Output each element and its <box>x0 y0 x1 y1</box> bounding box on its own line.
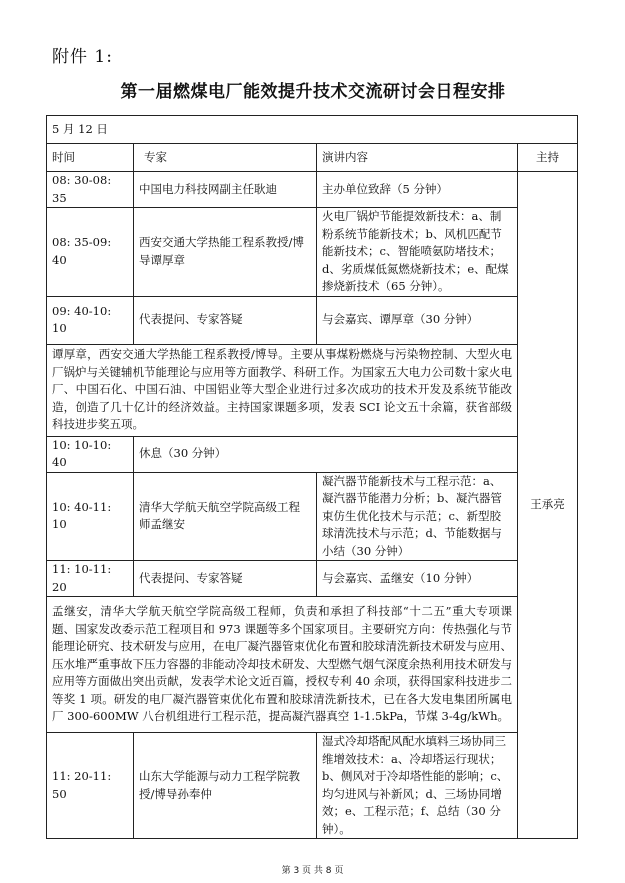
break-cell: 休息（30 分钟） <box>134 436 518 472</box>
expert-bio: 谭厚章，西安交通大学热能工程系教授/博导。主要从事煤粉燃烧与污染物控制、大型火电厂锅炉与关键辅机节能理论与应用等方面教学、科研工作。为国家五大电力公司数十家火电厂、中国石化、中国石油、中国铝业等大型企业进行过多次成功的技术开发及系统节能改造，创造了几十亿计的经济效益。主持国家课题多项，发表 SCI 论文五十余篇，获省部级科技进步奖五项。 <box>47 344 518 436</box>
schedule-table <box>46 115 578 839</box>
time-cell: 08: 30-08: 35 <box>47 172 134 208</box>
content-cell: 与会嘉宾、孟继安（10 分钟） <box>317 561 518 597</box>
expert-cell: 中国电力科技网副主任耿迪 <box>134 172 317 208</box>
expert-cell: 代表提问、专家答疑 <box>134 296 317 344</box>
expert-bio: 孟继安，清华大学航天航空学院高级工程师，负责和承担了科技部“十二五”重大专项课题、国家发改委示范工程项目和 973 课题等多个国家项目。主要研究方向：传热强化与节能理论研究、技术研发与应用，在电厂凝汽器管束优化布置和胶球清洗新技术研发与应用、压水堆严重事故下压力容器的非能动冷却技术研发、大型燃气烟气深度余热利用技术研发与应用等方面做出突出贡献，发表学术论文近百篇，授权专利 40 余项，获得国家科技进步二等奖 1 项。研发的电厂凝汽器管束优化布置和胶球清洗新技术，已在各大发电集团所属电厂 300-600MW 八台机组进行工程示范，提高凝汽器真空 1-1.5kPa，节煤 3-4g/kWh。 <box>47 597 518 733</box>
time-cell: 11: 10-11: 20 <box>47 561 134 597</box>
table-row <box>47 733 578 839</box>
date-row <box>47 116 578 144</box>
table-row <box>47 472 578 561</box>
time-cell: 10: 10-10: 40 <box>47 436 134 472</box>
attachment-label: 附件 1: <box>52 47 113 67</box>
date-cell: 5 月 12 日 <box>47 116 578 144</box>
time-cell: 08: 35-09: 40 <box>47 208 134 297</box>
time-cell: 10: 40-11: 10 <box>47 472 134 561</box>
time-cell: 11: 20-11: 50 <box>47 733 134 839</box>
table-row <box>47 436 578 472</box>
content-cell: 主办单位致辞（5 分钟） <box>317 172 518 208</box>
header-content: 演讲内容 <box>317 144 518 172</box>
bio-row <box>47 344 578 436</box>
table-row <box>47 208 578 297</box>
header-row <box>47 144 578 172</box>
expert-cell: 代表提问、专家答疑 <box>134 561 317 597</box>
expert-cell: 西安交通大学热能工程系教授/博导谭厚章 <box>134 208 317 297</box>
header-host: 主持 <box>518 144 578 172</box>
table-row <box>47 561 578 597</box>
bio-row <box>47 597 578 733</box>
table-row <box>47 296 578 344</box>
content-cell: 火电厂锅炉节能提效新技术：a、制粉系统节能新技术；b、风机匹配节能新技术；c、智能喷氨防堵技术；d、劣质煤低氮燃烧新技术；e、配煤掺烧新技术（65 分钟）。 <box>317 208 518 297</box>
time-cell: 09: 40-10: 10 <box>47 296 134 344</box>
content-cell: 与会嘉宾、谭厚章（30 分钟） <box>317 296 518 344</box>
content-cell: 湿式冷却塔配风配水填料三场协同三维增效技术：a、冷却塔运行现状；b、侧风对于冷却塔性能的影响；c、均匀进风与补新风；d、三场协同增效；e、工程示范；f、总结（30 分钟）。 <box>317 733 518 839</box>
header-expert: 专家 <box>134 144 317 172</box>
content-cell: 凝汽器节能新技术与工程示范：a、凝汽器节能潜力分析；b、凝汽器管束仿生优化技术与示范；c、新型胶球清洗技术与示范；d、节能数据与小结（30 分钟） <box>317 472 518 561</box>
expert-cell: 山东大学能源与动力工程学院教授/博导孙奉仲 <box>134 733 317 839</box>
header-time: 时间 <box>47 144 134 172</box>
host-cell: 王承亮 <box>518 172 578 839</box>
expert-cell: 清华大学航天航空学院高级工程师孟继安 <box>134 472 317 561</box>
table-row <box>47 172 578 208</box>
page-footer: 第 3 页 共 8 页 <box>281 866 344 876</box>
page-title: 第一届燃煤电厂能效提升技术交流研讨会日程安排 <box>120 82 506 102</box>
